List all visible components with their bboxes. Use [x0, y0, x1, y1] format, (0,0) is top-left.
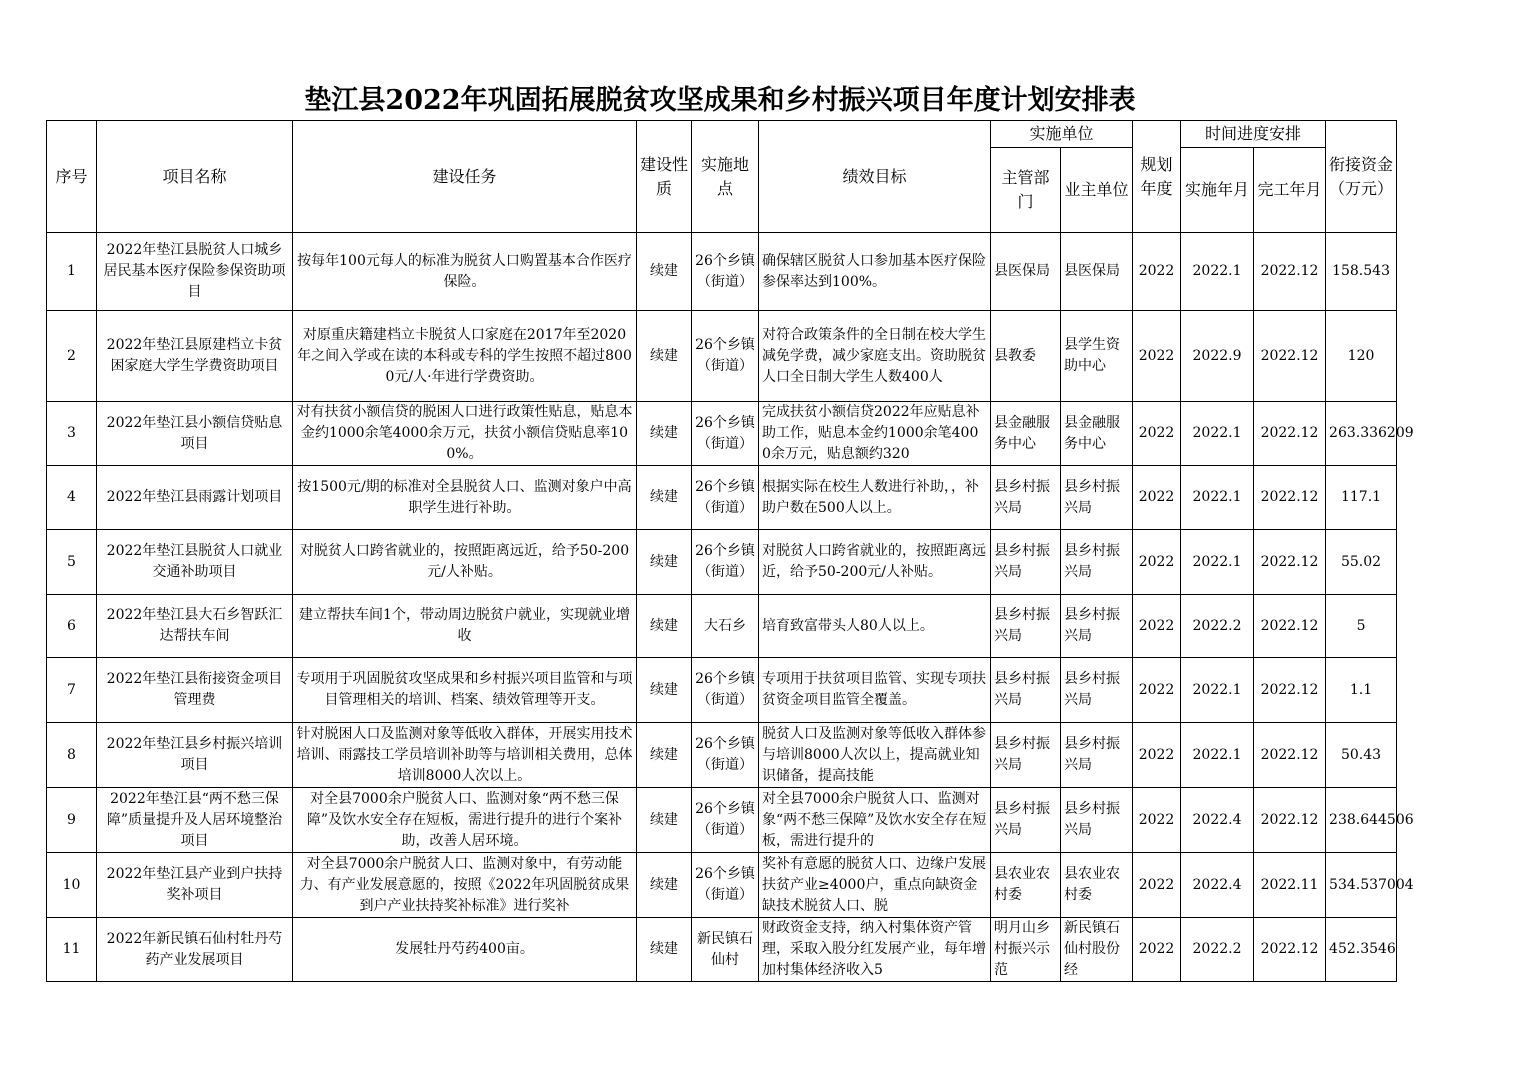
- cell-plan-year: [1133, 918, 1181, 982]
- table-row: [47, 788, 1397, 853]
- cell-project-name: [97, 466, 293, 530]
- header-owner-unit: 业主单位: [1061, 148, 1133, 233]
- cell-construction-task: [293, 723, 637, 788]
- cell-supervising-dept-text: 县医保局: [994, 263, 1050, 279]
- cell-funds-text: 534.537004: [1329, 876, 1414, 893]
- cell-seq: [47, 853, 97, 918]
- cell-seq-text: 8: [67, 746, 76, 763]
- cell-plan-year-text: 2022: [1138, 347, 1175, 364]
- cell-end-month: [1254, 233, 1326, 311]
- cell-seq-text: 2: [67, 347, 76, 364]
- cell-owner-unit: [1061, 853, 1133, 918]
- cell-funds: [1326, 595, 1397, 658]
- cell-performance-target-text: 对符合政策条件的全日制在校大学生减免学费，减少家庭支出。资助脱贫人口全日制大学生人数400人: [762, 326, 986, 385]
- cell-funds-text: 120: [1347, 347, 1375, 364]
- cell-owner-unit-text: 县乡村振兴局: [1064, 736, 1120, 773]
- cell-construction-task: [293, 658, 637, 723]
- cell-performance-target-text: 奖补有意愿的脱贫人口、边缘户发展扶贫产业≥4000户，重点向缺资金缺技术脱贫人口、脱: [762, 855, 986, 914]
- cell-performance-target: [759, 853, 991, 918]
- cell-construction-task: [293, 788, 637, 853]
- cell-seq: [47, 233, 97, 311]
- cell-seq: [47, 595, 97, 658]
- cell-project-name-text: 2022年垫江县小额信贷贴息项目: [106, 414, 283, 452]
- cell-location-text: 新民镇石仙村: [697, 930, 753, 968]
- cell-project-name: [97, 658, 293, 723]
- table-row: [47, 723, 1397, 788]
- cell-supervising-dept: [991, 853, 1061, 918]
- cell-location-text: 26个乡镇（街道）: [695, 736, 755, 773]
- cell-performance-target: [759, 402, 991, 466]
- cell-supervising-dept-text: 县乡村振兴局: [994, 543, 1050, 580]
- cell-performance-target-text: 完成扶贫小额信贷2022年应贴息补助工作，贴息本金约1000余笔4000余万元，贴息额约320: [762, 404, 980, 462]
- cell-seq-text: 9: [67, 811, 76, 828]
- cell-construction-nature-text: 续建: [650, 876, 678, 893]
- cell-end-month: [1254, 530, 1326, 595]
- cell-funds: [1326, 658, 1397, 723]
- cell-construction-nature: [637, 918, 692, 982]
- table-row: [47, 853, 1397, 918]
- cell-funds-text: 452.3546: [1329, 941, 1396, 957]
- cell-location-text: 大石乡: [704, 617, 746, 634]
- cell-performance-target-text: 确保辖区脱贫人口参加基本医疗保险参保率达到100%。: [762, 252, 986, 290]
- cell-end-month-text: 2022.12: [1260, 681, 1319, 698]
- cell-performance-target: [759, 723, 991, 788]
- cell-location-text: 26个乡镇（街道）: [695, 543, 755, 580]
- cell-plan-year: [1133, 402, 1181, 466]
- cell-performance-target-text: 培育致富带头人80人以上。: [762, 617, 934, 634]
- cell-end-month: [1254, 595, 1326, 658]
- cell-construction-nature: [637, 233, 692, 311]
- cell-plan-year-text: 2022: [1138, 553, 1175, 570]
- cell-construction-task: [293, 233, 637, 311]
- cell-performance-target-text: 脱贫人口及监测对象等低收入群体参与培训8000人次以上，提高就业知识储备，提高技能: [762, 725, 986, 784]
- cell-construction-nature: [637, 530, 692, 595]
- header-construction-nature: 建设性质: [637, 121, 692, 233]
- cell-plan-year: [1133, 530, 1181, 595]
- cell-construction-nature-text: 续建: [650, 617, 678, 634]
- cell-start-month: [1181, 466, 1254, 530]
- cell-construction-task-text: 对脱贫人口跨省就业的，按照距离远近，给予50-200元/人补贴。: [299, 543, 630, 580]
- cell-owner-unit-text: 县乡村振兴局: [1064, 543, 1120, 580]
- cell-construction-nature: [637, 402, 692, 466]
- cell-seq: [47, 918, 97, 982]
- cell-end-month-text: 2022.12: [1260, 811, 1319, 828]
- cell-plan-year-text: 2022: [1138, 263, 1175, 279]
- cell-end-month: [1254, 723, 1326, 788]
- cell-project-name-text: 2022年垫江县大石乡智跃汇达帮扶车间: [106, 607, 283, 644]
- table-row: [47, 658, 1397, 723]
- cell-performance-target-text: 对全县7000余户脱贫人口、监测对象“两不愁三保障”及饮水安全存在短板，需进行提升的: [762, 790, 987, 849]
- cell-construction-task: [293, 311, 637, 402]
- cell-construction-task-text: 建立帮扶车间1个，带动周边脱贫户就业，实现就业增收: [299, 607, 630, 644]
- cell-construction-task: [293, 402, 637, 466]
- cell-owner-unit-text: 县学生资助中心: [1064, 337, 1120, 374]
- cell-performance-target: [759, 311, 991, 402]
- cell-funds-text: 1.1: [1349, 681, 1373, 698]
- cell-seq: [47, 723, 97, 788]
- cell-end-month-text: 2022.11: [1260, 876, 1319, 893]
- cell-construction-nature: [637, 788, 692, 853]
- cell-end-month-text: 2022.12: [1260, 941, 1319, 957]
- cell-construction-task-text: 专项用于巩固脱贫攻坚成果和乡村振兴项目监管和与项目管理相关的培训、档案、绩效管理等开支。: [296, 671, 633, 708]
- document-title: 垫江县2022年巩固拓展脱贫攻坚成果和乡村振兴项目年度计划安排表: [304, 85, 1136, 116]
- cell-location-text: 26个乡镇（街道）: [695, 866, 755, 903]
- cell-location: [692, 658, 759, 723]
- cell-end-month-text: 2022.12: [1260, 489, 1319, 505]
- cell-plan-year: [1133, 853, 1181, 918]
- cell-owner-unit: [1061, 466, 1133, 530]
- cell-owner-unit: [1061, 311, 1133, 402]
- cell-end-month: [1254, 466, 1326, 530]
- cell-performance-target: [759, 918, 991, 982]
- cell-construction-task: [293, 853, 637, 918]
- cell-plan-year: [1133, 658, 1181, 723]
- cell-funds-text: 158.543: [1332, 263, 1390, 279]
- cell-funds-text: 238.644506: [1329, 811, 1414, 828]
- cell-supervising-dept-text: 县乡村振兴局: [994, 801, 1050, 838]
- cell-seq-text: 4: [67, 489, 76, 505]
- cell-performance-target: [759, 233, 991, 311]
- cell-seq-text: 1: [67, 263, 76, 279]
- cell-project-name: [97, 595, 293, 658]
- cell-location: [692, 918, 759, 982]
- cell-location-text: 26个乡镇（街道）: [695, 478, 755, 516]
- cell-location: [692, 233, 759, 311]
- cell-construction-task-text: 按1500元/期的标准对全县脱贫人口、监测对象户中高职学生进行补助。: [297, 478, 632, 516]
- cell-construction-nature: [637, 595, 692, 658]
- cell-start-month-text: 2022.2: [1192, 941, 1242, 957]
- cell-owner-unit-text: 县金融服务中心: [1064, 414, 1120, 452]
- cell-owner-unit-text: 县乡村振兴局: [1064, 801, 1120, 838]
- cell-performance-target-text: 根据实际在校生人数进行补助，，补助户数在500人以上。: [762, 478, 979, 516]
- cell-funds: [1326, 788, 1414, 853]
- cell-owner-unit-text: 新民镇石仙村股份经: [1064, 920, 1120, 978]
- cell-owner-unit: [1061, 402, 1133, 466]
- cell-owner-unit: [1061, 723, 1133, 788]
- cell-start-month: [1181, 233, 1254, 311]
- cell-supervising-dept: [991, 530, 1061, 595]
- cell-seq: [47, 658, 97, 723]
- cell-supervising-dept-text: 县乡村振兴局: [994, 671, 1050, 708]
- cell-supervising-dept: [991, 311, 1061, 402]
- cell-construction-nature-text: 续建: [650, 811, 678, 828]
- cell-end-month-text: 2022.12: [1260, 347, 1319, 364]
- cell-seq-text: 7: [67, 681, 76, 698]
- cell-construction-task-text: 发展牡丹芍药400亩。: [395, 941, 534, 957]
- cell-owner-unit: [1061, 233, 1133, 311]
- cell-construction-task-text: 对有扶贫小额信贷的脱困人口进行政策性贴息，贴息本金约1000余笔4000余万元，扶贫小额信贷贴息率100%。: [296, 404, 633, 462]
- cell-supervising-dept: [991, 233, 1061, 311]
- cell-end-month: [1254, 402, 1326, 466]
- cell-construction-nature-text: 续建: [650, 425, 678, 441]
- cell-construction-nature-text: 续建: [650, 263, 678, 279]
- cell-start-month-text: 2022.1: [1192, 553, 1242, 570]
- cell-project-name: [97, 788, 293, 853]
- table-row: [47, 595, 1397, 658]
- cell-funds: [1326, 530, 1397, 595]
- cell-supervising-dept: [991, 466, 1061, 530]
- cell-plan-year-text: 2022: [1138, 425, 1175, 441]
- cell-construction-nature-text: 续建: [650, 347, 678, 364]
- cell-plan-year: [1133, 466, 1181, 530]
- table-row: [47, 233, 1397, 311]
- cell-funds: [1326, 723, 1397, 788]
- cell-seq-text: 3: [67, 425, 76, 441]
- cell-supervising-dept: [991, 918, 1061, 982]
- cell-plan-year: [1133, 595, 1181, 658]
- header-schedule: 时间进度安排: [1181, 121, 1326, 148]
- cell-start-month: [1181, 853, 1254, 918]
- cell-plan-year: [1133, 723, 1181, 788]
- cell-project-name-text: 2022年垫江县“两不愁三保障”质量提升及人居环境整治项目: [106, 790, 283, 849]
- cell-location: [692, 723, 759, 788]
- cell-project-name-text: 2022年垫江县衔接资金项目管理费: [106, 671, 283, 708]
- cell-location-text: 26个乡镇（街道）: [695, 671, 755, 708]
- cell-project-name: [97, 233, 293, 311]
- cell-owner-unit: [1061, 595, 1133, 658]
- cell-construction-nature: [637, 658, 692, 723]
- cell-end-month-text: 2022.12: [1260, 617, 1319, 634]
- cell-location: [692, 402, 759, 466]
- cell-plan-year-text: 2022: [1138, 941, 1175, 957]
- cell-end-month-text: 2022.12: [1260, 553, 1319, 570]
- cell-performance-target: [759, 530, 991, 595]
- header-funds: 衔接资金（万元）: [1326, 121, 1397, 233]
- cell-start-month: [1181, 402, 1254, 466]
- cell-start-month: [1181, 918, 1254, 982]
- cell-supervising-dept: [991, 723, 1061, 788]
- cell-start-month-text: 2022.2: [1192, 617, 1242, 634]
- cell-project-name: [97, 723, 293, 788]
- cell-funds-text: 55.02: [1340, 553, 1382, 570]
- cell-supervising-dept-text: 县金融服务中心: [994, 414, 1050, 452]
- cell-construction-nature: [637, 466, 692, 530]
- table-row: [47, 311, 1397, 402]
- cell-performance-target-text: 财政资金支持，纳入村集体资产管理，采取入股分红发展产业，每年增加村集体经济收入5: [762, 920, 986, 978]
- cell-start-month: [1181, 595, 1254, 658]
- cell-seq: [47, 311, 97, 402]
- cell-funds: [1326, 311, 1397, 402]
- cell-plan-year: [1133, 788, 1181, 853]
- cell-owner-unit: [1061, 788, 1133, 853]
- cell-supervising-dept-text: 县农业农村委: [994, 866, 1050, 903]
- cell-project-name-text: 2022年垫江县乡村振兴培训项目: [106, 736, 283, 773]
- cell-owner-unit-text: 县乡村振兴局: [1064, 671, 1120, 708]
- table-row: [47, 918, 1397, 982]
- cell-project-name-text: 2022年垫江县产业到户扶持奖补项目: [106, 866, 283, 903]
- cell-start-month-text: 2022.1: [1192, 263, 1242, 279]
- cell-location-text: 26个乡镇（街道）: [695, 414, 755, 452]
- cell-plan-year-text: 2022: [1138, 617, 1175, 634]
- cell-start-month-text: 2022.1: [1192, 746, 1242, 763]
- cell-construction-task-text: 针对脱困人口及监测对象等低收入群体，开展实用技术培训、雨露技工学员培训补助等与培训相关费用，总体培训8000人次以上。: [296, 725, 633, 784]
- cell-supervising-dept: [991, 402, 1061, 466]
- cell-performance-target: [759, 595, 991, 658]
- cell-funds: [1326, 466, 1397, 530]
- header-project-name: 项目名称: [97, 121, 293, 233]
- cell-plan-year: [1133, 233, 1181, 311]
- cell-funds: [1326, 918, 1397, 982]
- cell-plan-year-text: 2022: [1138, 681, 1175, 698]
- cell-start-month-text: 2022.4: [1192, 811, 1242, 828]
- cell-supervising-dept-text: 县乡村振兴局: [994, 736, 1050, 773]
- cell-plan-year-text: 2022: [1138, 489, 1175, 505]
- cell-end-month-text: 2022.12: [1260, 263, 1319, 279]
- cell-construction-nature: [637, 853, 692, 918]
- table-row: [47, 530, 1397, 595]
- cell-location-text: 26个乡镇（街道）: [695, 252, 755, 290]
- cell-project-name: [97, 402, 293, 466]
- cell-start-month-text: 2022.1: [1192, 681, 1242, 698]
- cell-plan-year-text: 2022: [1138, 811, 1175, 828]
- cell-owner-unit: [1061, 658, 1133, 723]
- cell-owner-unit-text: 县乡村振兴局: [1064, 478, 1120, 516]
- cell-construction-nature-text: 续建: [650, 746, 678, 763]
- cell-construction-nature-text: 续建: [650, 553, 678, 570]
- cell-location: [692, 311, 759, 402]
- cell-supervising-dept-text: 县乡村振兴局: [994, 607, 1050, 644]
- cell-start-month: [1181, 788, 1254, 853]
- cell-construction-task: [293, 595, 637, 658]
- cell-plan-year-text: 2022: [1138, 876, 1175, 893]
- cell-location: [692, 530, 759, 595]
- cell-location-text: 26个乡镇（街道）: [695, 337, 755, 374]
- cell-project-name-text: 2022年垫江县雨露计划项目: [106, 489, 283, 505]
- table-row: [47, 466, 1397, 530]
- cell-seq: [47, 466, 97, 530]
- cell-location: [692, 466, 759, 530]
- cell-supervising-dept-text: 县教委: [994, 347, 1036, 364]
- cell-funds-text: 50.43: [1340, 746, 1382, 763]
- table-row: [47, 402, 1397, 466]
- cell-owner-unit-text: 县乡村振兴局: [1064, 607, 1120, 644]
- cell-location-text: 26个乡镇（街道）: [695, 801, 755, 838]
- header-location: 实施地点: [692, 121, 759, 233]
- cell-performance-target-text: 专项用于扶贫项目监管、实现专项扶贫资金项目监管全覆盖。: [762, 671, 986, 708]
- header-construction-task: 建设任务: [293, 121, 637, 233]
- cell-project-name: [97, 918, 293, 982]
- cell-seq: [47, 530, 97, 595]
- cell-project-name: [97, 530, 293, 595]
- cell-start-month: [1181, 658, 1254, 723]
- header-start-month: 实施年月: [1181, 148, 1254, 233]
- cell-construction-task-text: 按每年100元每人的标准为脱贫人口购置基本合作医疗保险。: [297, 252, 632, 290]
- cell-project-name-text: 2022年新民镇石仙村牡丹芍药产业发展项目: [106, 930, 283, 968]
- cell-end-month: [1254, 788, 1326, 853]
- cell-seq-text: 5: [67, 553, 76, 570]
- cell-start-month-text: 2022.1: [1192, 425, 1242, 441]
- cell-construction-nature-text: 续建: [650, 489, 678, 505]
- cell-supervising-dept: [991, 658, 1061, 723]
- header-performance-target: 绩效目标: [759, 121, 991, 233]
- cell-start-month: [1181, 723, 1254, 788]
- cell-construction-nature: [637, 311, 692, 402]
- cell-funds-text: 5: [1356, 617, 1366, 634]
- cell-supervising-dept-text: 县乡村振兴局: [994, 478, 1050, 516]
- cell-plan-year: [1133, 311, 1181, 402]
- cell-performance-target-text: 对脱贫人口跨省就业的，按照距离远近，给予50-200元/人补贴。: [762, 543, 986, 580]
- cell-owner-unit-text: 县农业农村委: [1064, 866, 1120, 903]
- header-end-month: 完工年月: [1254, 148, 1326, 233]
- cell-seq-text: 11: [62, 941, 81, 957]
- cell-plan-year-text: 2022: [1138, 746, 1175, 763]
- cell-end-month: [1254, 658, 1326, 723]
- cell-seq-text: 10: [62, 876, 81, 893]
- header-plan-year: 规划年度: [1133, 121, 1181, 233]
- cell-end-month: [1254, 918, 1326, 982]
- plan-table: [46, 120, 1414, 982]
- cell-end-month: [1254, 853, 1326, 918]
- cell-start-month: [1181, 311, 1254, 402]
- cell-project-name-text: 2022年垫江县脱贫人口就业交通补助项目: [106, 543, 283, 580]
- cell-project-name-text: 2022年垫江县脱贫人口城乡居民基本医疗保险参保资助项目: [103, 242, 286, 300]
- cell-project-name: [97, 311, 293, 402]
- cell-performance-target: [759, 658, 991, 723]
- cell-location: [692, 595, 759, 658]
- cell-start-month-text: 2022.9: [1192, 347, 1242, 364]
- cell-seq: [47, 788, 97, 853]
- cell-seq-text: 6: [67, 617, 76, 634]
- header-implementing-unit: 实施单位: [991, 121, 1133, 148]
- cell-funds: [1326, 233, 1397, 311]
- cell-construction-task-text: 对原重庆籍建档立卡脱贫人口家庭在2017年至2020年之间入学或在读的本科或专科的学生按照不超过8000元/人·年进行学费资助。: [297, 326, 632, 385]
- cell-location: [692, 853, 759, 918]
- cell-location: [692, 788, 759, 853]
- cell-funds-text: 117.1: [1340, 489, 1382, 505]
- cell-start-month-text: 2022.4: [1192, 876, 1242, 893]
- cell-seq: [47, 402, 97, 466]
- cell-construction-nature-text: 续建: [650, 681, 678, 698]
- cell-end-month-text: 2022.12: [1260, 425, 1319, 441]
- cell-construction-task-text: 对全县7000余户脱贫人口、监测对象中，有劳动能力、有产业发展意愿的，按照《2022年巩固脱贫成果到户产业扶持奖补标准》进行奖补: [299, 855, 630, 914]
- cell-funds: [1326, 402, 1414, 466]
- cell-construction-task: [293, 530, 637, 595]
- header-seq: 序号: [47, 121, 97, 233]
- cell-performance-target: [759, 466, 991, 530]
- cell-construction-nature: [637, 723, 692, 788]
- cell-start-month: [1181, 530, 1254, 595]
- cell-supervising-dept: [991, 595, 1061, 658]
- cell-supervising-dept: [991, 788, 1061, 853]
- cell-owner-unit: [1061, 530, 1133, 595]
- cell-project-name: [97, 853, 293, 918]
- cell-owner-unit-text: 县医保局: [1064, 263, 1120, 279]
- cell-project-name-text: 2022年垫江县原建档立卡贫困家庭大学生学费资助项目: [106, 337, 283, 374]
- cell-construction-task-text: 对全县7000余户脱贫人口、监测对象“两不愁三保障”及饮水安全存在短板，需进行提升的进行个案补助，改善人居环境。: [306, 790, 623, 849]
- cell-funds-text: 263.336209: [1329, 425, 1414, 441]
- cell-owner-unit: [1061, 918, 1133, 982]
- cell-start-month-text: 2022.1: [1192, 489, 1242, 505]
- cell-construction-nature-text: 续建: [650, 941, 678, 957]
- cell-end-month: [1254, 311, 1326, 402]
- cell-construction-task: [293, 466, 637, 530]
- cell-supervising-dept-text: 明月山乡村振兴示范: [994, 920, 1050, 978]
- header-supervising-dept: 主管部门: [991, 148, 1061, 233]
- cell-end-month-text: 2022.12: [1260, 746, 1319, 763]
- cell-funds: [1326, 853, 1414, 918]
- cell-performance-target: [759, 788, 991, 853]
- cell-construction-task: [293, 918, 637, 982]
